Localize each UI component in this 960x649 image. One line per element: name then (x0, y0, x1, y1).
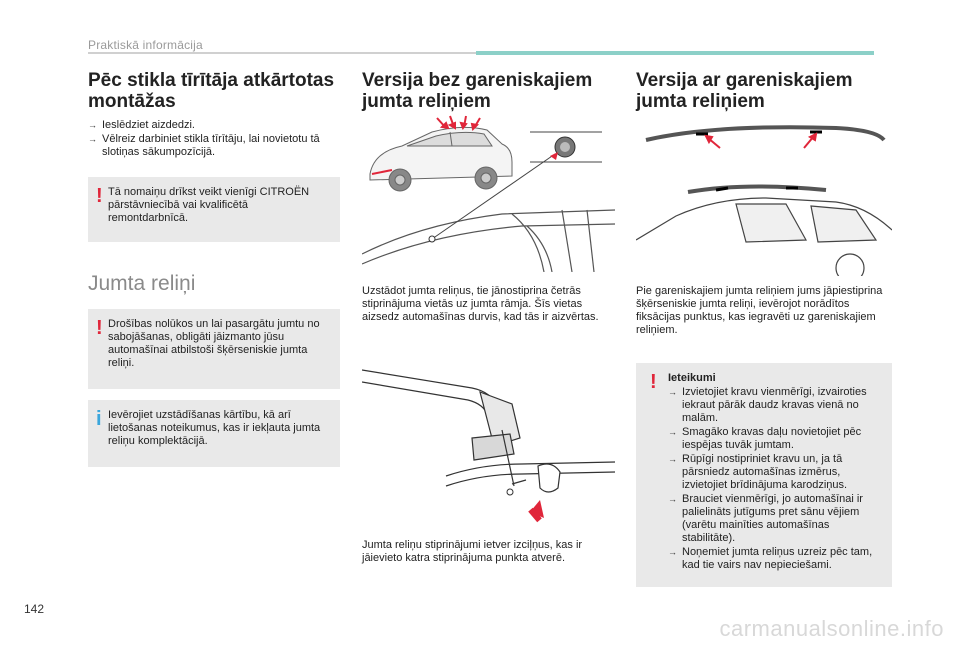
list-item: → Ieslēdziet aizdedzi. (88, 119, 340, 132)
info-text: Ievērojiet uzstādīšanas kārtību, kā arī lietošanas noteikumus, kas ir iekļauta jumta reliņu komplektācijā. (108, 409, 321, 447)
warning-text: Tā nomaiņu drīkst veikt vienīgi CITROËN pārstāvniecībā vai kvalificētā remontdarbnīcā. (108, 186, 310, 224)
list-item: → Smagāko kravas daļu novietojiet pēc iespējas tuvāk jumtam. (668, 426, 882, 452)
bar-fixing-description: Jumta reliņu stiprinājumi ietver izciļņus, kas ir jāievieto katra stiprinājuma punkta atverē. (362, 539, 583, 564)
list-item: → Vēlreiz darbiniet stikla tīrītāju, lai novietotu tā slotiņas sākumpozīcijā. (88, 133, 340, 159)
warning-box-replacement (88, 177, 340, 242)
warning-icon: ! (96, 317, 103, 339)
header-accent-bar (476, 51, 874, 55)
tips-box (636, 363, 892, 587)
roof-bars-title: Jumta reliņi (88, 272, 196, 295)
longitudinal-rails-illustration (636, 120, 892, 276)
no-rails-description: Uzstādot jumta reliņus, tie jānostiprina četrās stiprinājuma vietās uz jumta rāmja. Šīs vietas aizsedz automašīnas durvis, kad tās ir aizvērtas. (362, 285, 599, 323)
roof-mounting-points-illustration (362, 114, 615, 272)
wiper-section-title: Pēc stikla tīrītāja atkārtotas montāžas (88, 70, 335, 112)
with-rails-title: Versija ar gareniskajiem jumta reliņiem (636, 70, 853, 112)
tips-list (668, 386, 882, 572)
header-rule (88, 52, 476, 54)
running-header: Praktiskā informācija (88, 38, 203, 52)
warning-icon: ! (650, 371, 657, 393)
info-icon: i (96, 408, 102, 430)
warning-text: Drošības nolūkos un lai pasargātu jumtu no sabojāšanas, obligāti jāizmanto jūsu automašīnai atbilstoši šķērseniskie jumta reliņi. (108, 318, 320, 369)
roof-bar-foot-illustration (362, 368, 615, 530)
info-box-roof-bars (88, 400, 340, 467)
page-number: 142 (24, 602, 45, 616)
with-rails-description: Pie gareniskajiem jumta reliņiem jums jāpiestiprina šķērseniskie jumta reliņi, ievērojot norādītos fiksācijas punktus, kas iegravēti uz gareniskajiem reliņiem. (636, 285, 883, 336)
list-item: → Brauciet vienmērīgi, jo automašīnai ir palielināts jutīgums pret sānu vējiem (varētu mainīties automašīnas stabilitāte). (668, 493, 882, 545)
list-item: → Noņemiet jumta reliņus uzreiz pēc tam, kad tie vairs nav nepieciešami. (668, 546, 882, 572)
watermark: carmanualsonline.info (719, 616, 944, 641)
wiper-steps-list (88, 119, 340, 160)
warning-icon: ! (96, 185, 103, 207)
no-rails-title: Versija bez gareniskajiem jumta reliņiem (362, 70, 593, 112)
list-item: → Izvietojiet kravu vienmērīgi, izvairoties iekraut pārāk daudz kravas vienā no malām. (668, 386, 882, 425)
warning-box-roof-bars (88, 309, 340, 389)
tips-title: Ieteikumi (668, 372, 716, 384)
list-item: → Rūpīgi nostipriniet kravu un, ja tā pārsniedz automašīnas izmērus, izvietojiet brīdinājuma karodziņus. (668, 453, 882, 492)
